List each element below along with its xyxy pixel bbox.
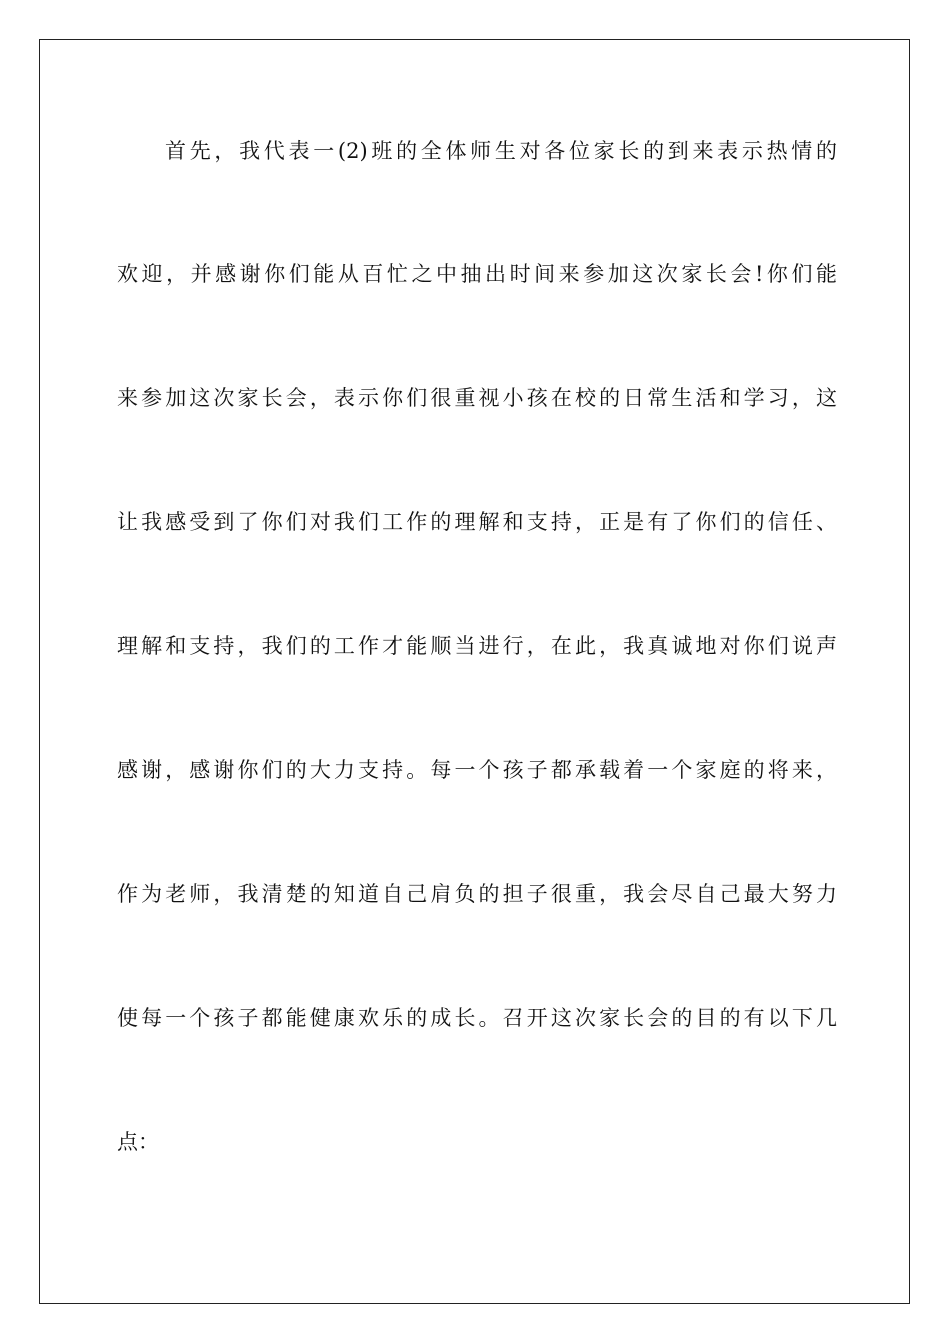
paragraph-line-7: 作为老师，我清楚的知道自己肩负的担子很重，我会尽自己最大努力 <box>117 882 837 906</box>
paragraph-line-8: 使每一个孩子都能健康欢乐的成长。召开这次家长会的目的有以下几 <box>117 1006 837 1030</box>
paragraph-line-2: 欢迎，并感谢你们能从百忙之中抽出时间来参加这次家长会!你们能 <box>117 262 837 286</box>
paragraph-line-1: 首先，我代表一(2)班的全体师生对各位家长的到来表示热情的 <box>165 139 837 163</box>
paragraph-line-4: 让我感受到了你们对我们工作的理解和支持，正是有了你们的信任、 <box>117 510 837 534</box>
paragraph-line-5: 理解和支持，我们的工作才能顺当进行，在此，我真诚地对你们说声 <box>117 634 837 658</box>
paragraph-line-3: 来参加这次家长会，表示你们很重视小孩在校的日常生活和学习，这 <box>117 386 837 410</box>
paragraph-line-9: 点： <box>117 1130 159 1154</box>
paragraph-line-6: 感谢，感谢你们的大力支持。每一个孩子都承载着一个家庭的将来， <box>117 758 837 782</box>
page-frame <box>39 39 910 1304</box>
